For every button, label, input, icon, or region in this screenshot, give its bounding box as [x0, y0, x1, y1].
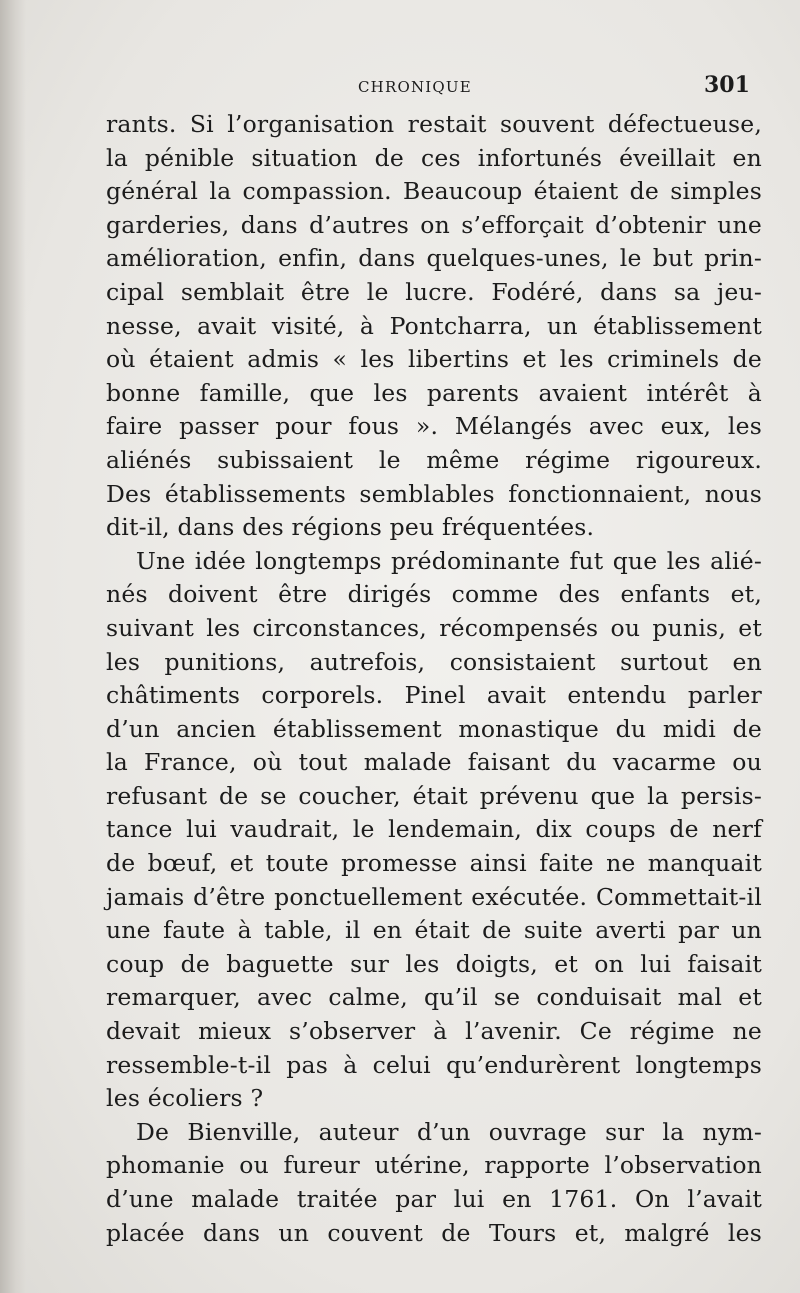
text-line: nesse, avait visité, à Pontcharra, un établissement [106, 311, 762, 340]
page-number: 301 [704, 72, 750, 98]
text-line: d’un ancien établissement monastique du midi de [106, 714, 762, 743]
text-line: aliénés subissaient le même régime rigoureux. [106, 445, 762, 474]
text-line: De Bienville, auteur d’un ouvrage sur la nym- [136, 1117, 762, 1146]
text-line: jamais d’être ponctuellement exécutée. Commettait-il [106, 882, 762, 911]
page-header [0, 72, 800, 102]
running-head: CHRONIQUE [358, 78, 472, 96]
text-line: une faute à table, il en était de suite averti par un [106, 916, 762, 945]
body-text [106, 108, 762, 1250]
text-line: Une idée longtemps prédominante fut que les alié- [136, 546, 762, 575]
text-line: remarquer, avec calme, qu’il se conduisait mal et [106, 983, 762, 1012]
text-line: les écoliers ? [106, 1084, 264, 1113]
text-line: devait mieux s’observer à l’avenir. Ce régime ne [106, 1017, 762, 1046]
text-line: dit-il, dans des régions peu fréquentées. [106, 513, 595, 542]
text-line: suivant les circonstances, récompensés ou punis, et [106, 613, 762, 642]
text-line: ressemble-t-il pas à celui qu’endurèrent longtemps [106, 1050, 762, 1079]
text-line: la France, où tout malade faisant du vacarme ou [106, 748, 762, 777]
text-line: nés doivent être dirigés comme des enfants et, [106, 580, 762, 609]
text-line: amélioration, enfin, dans quelques-unes, le but prin- [106, 244, 762, 273]
text-line: Des établissements semblables fonctionnaient, nous [106, 479, 762, 508]
text-line: faire passer pour fous ». Mélangés avec eux, les [106, 412, 762, 441]
text-line: garderies, dans d’autres on s’efforçait d’obtenir une [106, 210, 762, 239]
text-line: placée dans un couvent de Tours et, malgré les [106, 1218, 762, 1247]
text-line: rants. Si l’organisation restait souvent défectueuse, [106, 110, 762, 138]
text-line: de bœuf, et toute promesse ainsi faite ne manquait [106, 849, 762, 878]
page-gutter-shadow [0, 0, 26, 1293]
text-line: châtiments corporels. Pinel avait entendu parler [106, 681, 762, 710]
text-line: les punitions, autrefois, consistaient surtout en [106, 647, 762, 676]
text-line: la pénible situation de ces infortunés éveillait en [106, 143, 762, 172]
text-line: général la compassion. Beaucoup étaient de simples [106, 177, 762, 206]
text-line: où étaient admis « les libertins et les criminels de [106, 345, 762, 374]
text-line: coup de baguette sur les doigts, et on lui faisait [106, 949, 762, 978]
text-line: refusant de se coucher, était prévenu que la persis- [106, 781, 762, 810]
text-line: bonne famille, que les parents avaient intérêt à [106, 378, 762, 407]
text-line: d’une malade traitée par lui en 1761. On l’avait [106, 1185, 762, 1213]
text-line: cipal semblait être le lucre. Fodéré, dans sa jeu- [106, 277, 762, 306]
text-line: phomanie ou fureur utérine, rapporte l’observation [106, 1151, 762, 1180]
text-line: tance lui vaudrait, le lendemain, dix coups de nerf [106, 815, 762, 844]
